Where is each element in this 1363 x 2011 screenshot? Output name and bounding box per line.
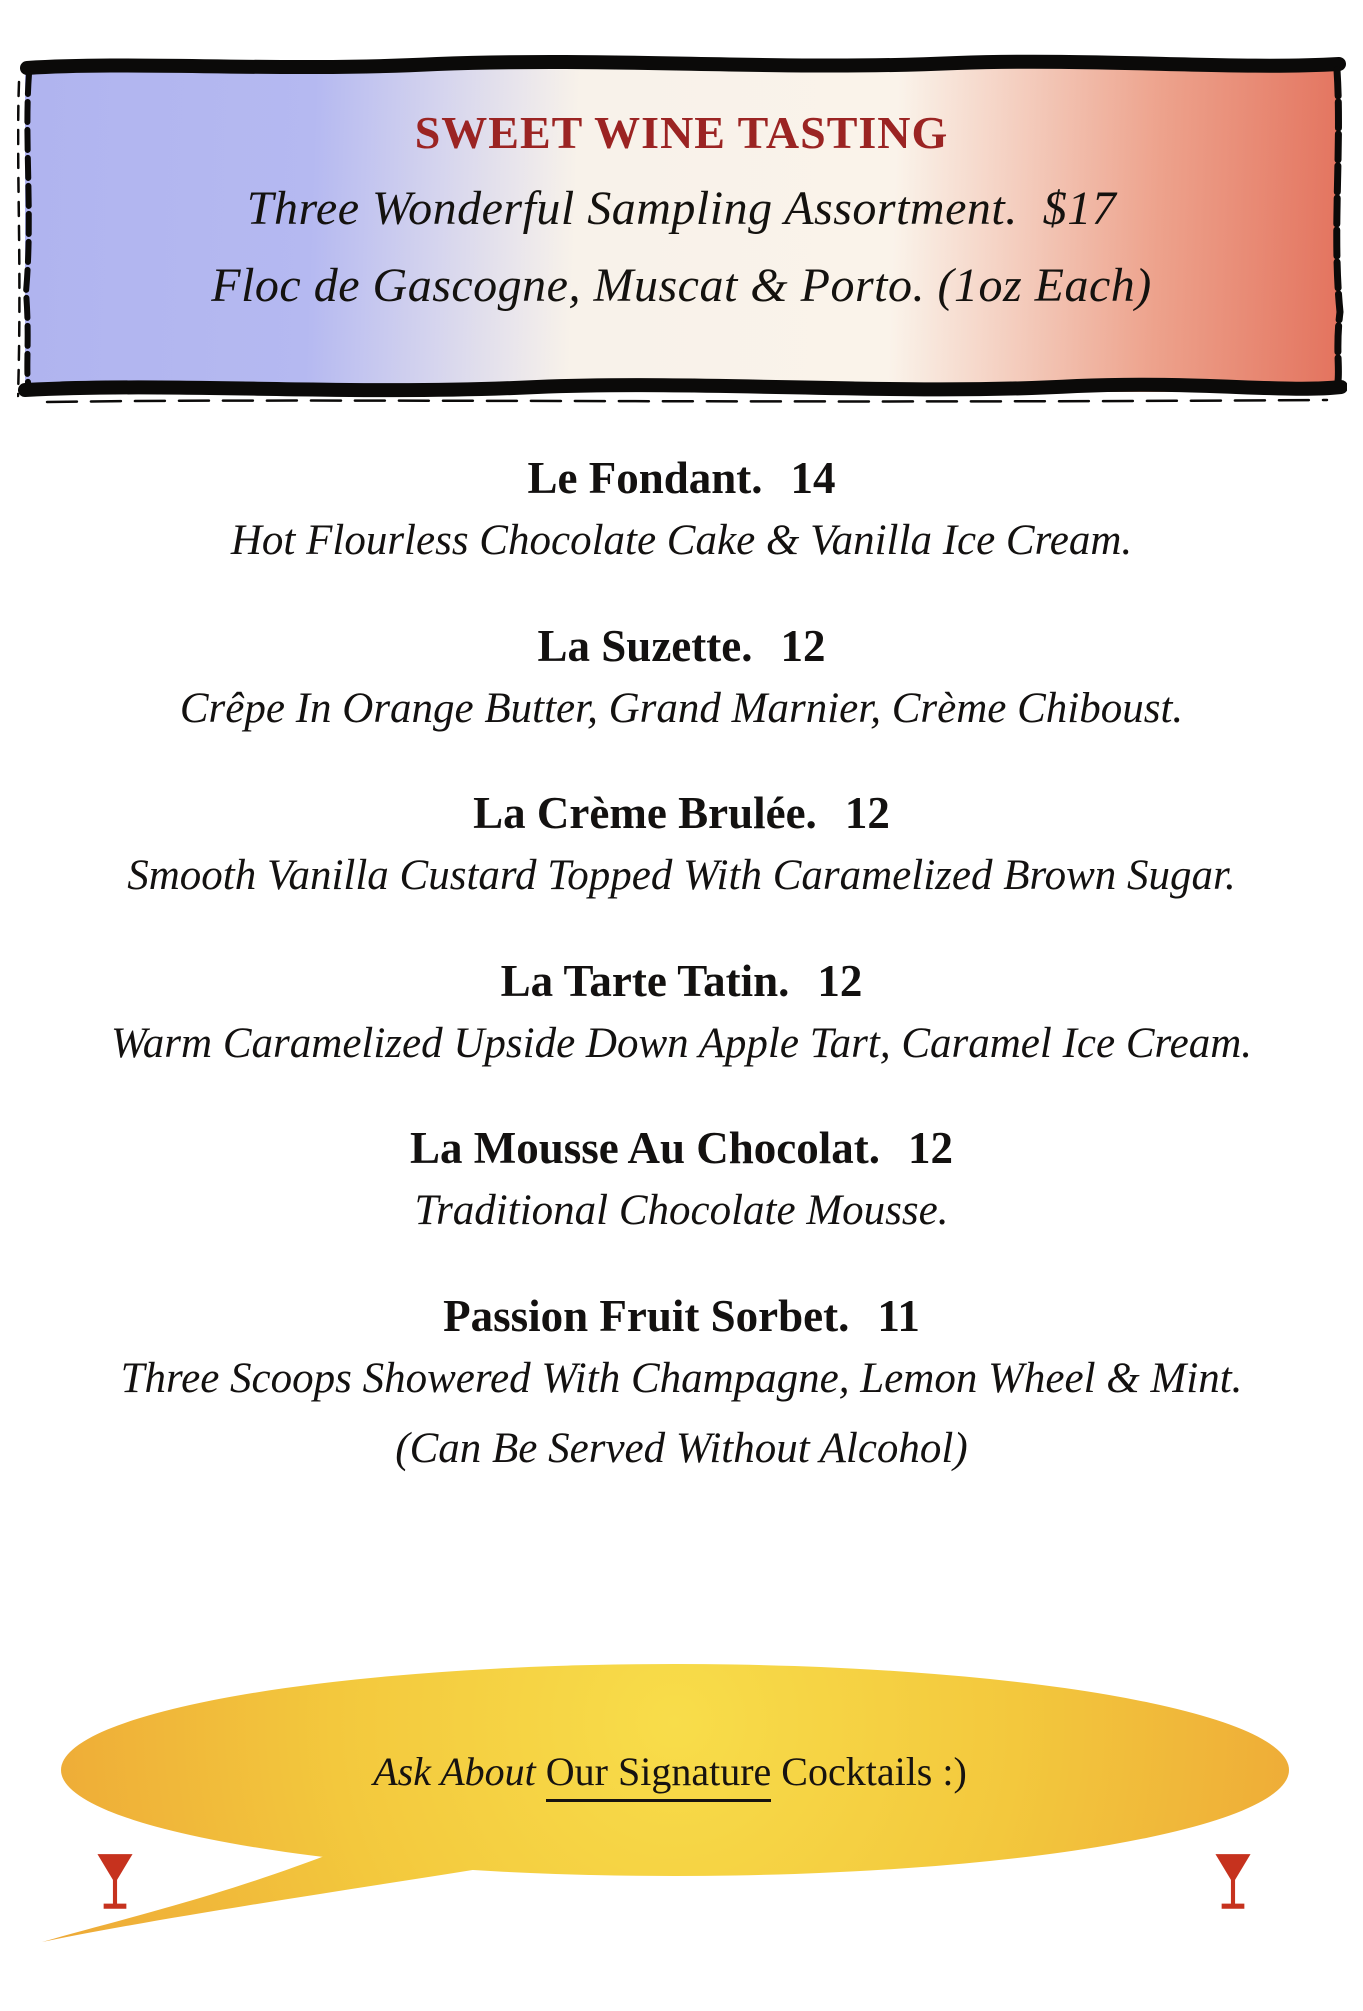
martini-glass-icon xyxy=(93,1852,137,1916)
banner-title: SWEET WINE TASTING xyxy=(414,107,949,158)
sweet-wine-banner xyxy=(25,62,1338,392)
banner-subtitle-2: Floc de Gascogne, Muscat & Porto. (1oz Each) xyxy=(211,259,1152,312)
item-description: Smooth Vanilla Custard Topped With Caramelized Brown Sugar. xyxy=(127,852,1236,899)
bubble-text-italic: Ask About xyxy=(373,1749,546,1794)
menu-item-la-creme-brulee xyxy=(0,787,1363,901)
item-name: La Suzette. xyxy=(537,621,753,671)
item-name-price xyxy=(0,1122,1363,1174)
item-name-price xyxy=(0,452,1363,504)
menu-item-le-fondant xyxy=(0,452,1363,566)
martini-glass-icon xyxy=(1211,1852,1255,1916)
item-description: Crêpe In Orange Butter, Grand Marnier, Crème Chiboust. xyxy=(179,685,1184,732)
banner-subtitle-1: Three Wonderful Sampling Assortment. $17 xyxy=(246,182,1117,235)
bubble-text-underlined: Our Signature xyxy=(546,1749,772,1802)
item-name-price xyxy=(0,620,1363,672)
item-name: Passion Fruit Sorbet. xyxy=(443,1291,850,1341)
item-description: Hot Flourless Chocolate Cake & Vanilla Ice Cream. xyxy=(230,517,1133,564)
item-name-price xyxy=(0,787,1363,839)
item-description: Warm Caramelized Upside Down Apple Tart, Caramel Ice Cream. xyxy=(110,1020,1253,1067)
menu-item-passion-fruit-sorbet xyxy=(0,1290,1363,1474)
bubble-text-rest: Cocktails :) xyxy=(771,1749,967,1794)
bubble-text xyxy=(30,1748,1310,1795)
item-note: (Can Be Served Without Alcohol) xyxy=(395,1425,968,1472)
item-price: 14 xyxy=(790,453,836,503)
menu-item-la-suzette xyxy=(0,620,1363,734)
item-price: 12 xyxy=(780,621,826,671)
menu-item-la-tarte-tatin xyxy=(0,955,1363,1069)
item-name: La Tarte Tatin. xyxy=(500,956,790,1006)
item-price: 12 xyxy=(908,1123,954,1173)
item-name: La Mousse Au Chocolat. xyxy=(409,1123,881,1173)
item-name-price xyxy=(0,1290,1363,1342)
item-description: Three Scoops Showered With Champagne, Lemon Wheel & Mint. xyxy=(120,1355,1243,1402)
item-price: 12 xyxy=(844,788,890,838)
item-name-price xyxy=(0,955,1363,1007)
item-name: Le Fondant. xyxy=(527,453,763,503)
menu-item-la-mousse-au-chocolat xyxy=(0,1122,1363,1236)
item-price: 12 xyxy=(817,956,863,1006)
item-description: Traditional Chocolate Mousse. xyxy=(414,1187,949,1234)
item-name: La Crème Brulée. xyxy=(473,788,817,838)
speech-bubble xyxy=(30,1652,1310,1962)
item-price: 11 xyxy=(877,1291,920,1341)
